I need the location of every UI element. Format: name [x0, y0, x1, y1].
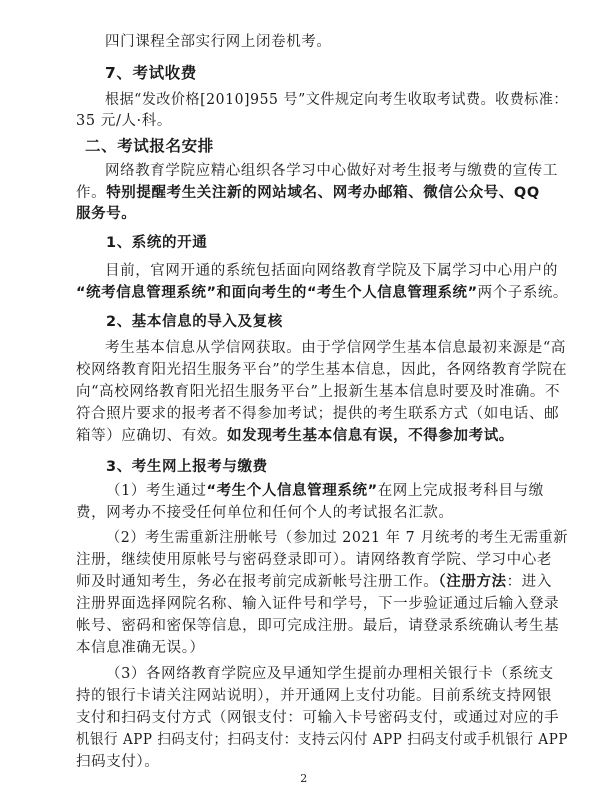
text-segment: 目前，官网开通的系统包括面向网络教育学院及下属学习中心用户的 [105, 263, 558, 279]
text-line [85, 137, 608, 155]
text-line [105, 64, 608, 82]
text-line [76, 361, 608, 379]
text-line [76, 595, 608, 613]
text-line [76, 687, 608, 705]
text-segment: 网络教育学院应精心组织各学习中心做好对考生报考与缴费的宣传工 [105, 163, 558, 179]
text-segment: 持的银行卡请关注网站说明），并开通网上支付功能。目前系统支持网银 [76, 688, 552, 704]
text-line [76, 551, 608, 569]
text-line [105, 162, 608, 180]
page-number: 2 [300, 772, 308, 785]
text-segment: 注册界面选择网院名称、输入证件号和学号，下一步验证通过后输入登录 [76, 596, 560, 612]
text-line [76, 383, 608, 401]
text-line [105, 33, 608, 51]
text-segment: 考生基本信息从学信网获取。由于学信网学生基本信息最初来源是“高 [105, 340, 567, 356]
bold-text-segment: 3、考生网上报考与缴费 [106, 459, 268, 475]
text-line [106, 665, 608, 683]
text-segment: 帐号、密码和密保等信息，即可完成注册。最后，请登录系统确认考生基 [76, 618, 560, 634]
text-segment: 35 元/人·科。 [76, 113, 172, 129]
text-segment: 两个子系统。 [477, 285, 568, 301]
text-line [76, 427, 608, 445]
text-line [106, 482, 608, 500]
bold-text-segment: 1、系统的开通 [106, 235, 208, 251]
text-segment: 根据“发改价格[2010]955 号”文件规定向考生收取考试费。收费标准： [105, 92, 568, 108]
text-segment: 作。 [76, 185, 107, 201]
text-line [76, 284, 608, 302]
text-line [106, 529, 608, 547]
bold-text-segment: （注册方法 [438, 574, 507, 590]
text-segment: 四门课程全部实行网上闭卷机考。 [105, 34, 332, 50]
text-segment: 本信息准确无误。） [76, 640, 205, 656]
text-line [106, 458, 608, 476]
text-line [76, 112, 608, 130]
text-segment: 校网络教育阳光招生服务平台”的学生基本信息，因此，各网络教育学院在 [76, 362, 568, 378]
text-line [105, 339, 608, 357]
text-segment: 费，网考办不接受任何单位和任何个人的考试报名汇款。 [76, 505, 454, 521]
text-segment: （3）各网络教育学院应及早通知学生提前办理相关银行卡（系统支 [106, 666, 554, 682]
text-line [76, 504, 608, 522]
text-line [105, 262, 608, 280]
text-segment: （2）考生需重新注册帐号（参加过 2021 年 7 月统考的考生无需重新 [106, 530, 568, 546]
text-segment: 机银行 APP 扫码支付；扫码支付：支持云闪付 APP 扫码支付或手机银行 APP [76, 732, 568, 748]
text-line [76, 184, 608, 202]
text-segment: 师及时通知考生，务必在报考前完成新帐号注册工作。 [76, 574, 439, 590]
text-segment: ：进入 [506, 574, 552, 590]
text-line [106, 234, 608, 252]
text-line [76, 405, 608, 423]
text-line [76, 731, 608, 749]
text-line [106, 313, 608, 331]
text-line [105, 91, 608, 109]
bold-text-segment: “统考信息管理系统”和面向考生的“考生个人信息管理系统” [76, 285, 478, 301]
bold-text-segment: 特别提醒考生关注新的网站域名、网考办邮箱、微信公众号、QQ [106, 185, 540, 201]
text-segment: 箱等）应确切、有效。 [76, 428, 227, 444]
bold-text-segment: “考生个人信息管理系统” [206, 483, 378, 499]
text-line [76, 753, 608, 771]
bold-text-segment: 2、基本信息的导入及复核 [106, 314, 283, 330]
text-line [76, 573, 608, 591]
text-line [76, 205, 608, 223]
text-segment: 扫码支付）。 [76, 754, 160, 770]
bold-text-segment: 服务号。 [76, 206, 137, 222]
text-line [76, 639, 608, 657]
text-segment: 向“高校网络教育阳光招生服务平台”上报新生基本信息时要及时准确。不 [76, 384, 561, 400]
bold-text-segment: 二、考试报名安排 [85, 137, 214, 155]
text-segment: 注册，继续使用原帐号与密码登录即可）。请网络教育学院、学习中心老 [76, 552, 552, 568]
text-line [76, 617, 608, 635]
text-segment: （1）考生通过 [106, 483, 207, 499]
text-line [76, 709, 608, 727]
bold-text-segment: 7、考试收费 [105, 64, 197, 82]
text-segment: 在网上完成报考科目与缴 [377, 483, 544, 499]
text-segment: 符合照片要求的报考者不得参加考试；提供的考生联系方式（如电话、邮 [76, 406, 560, 422]
text-segment: 支付和扫码支付方式（网银支付：可输入卡号密码支付，或通过对应的手 [76, 710, 560, 726]
bold-text-segment: 如发现考生基本信息有误，不得参加考试。 [227, 428, 514, 444]
